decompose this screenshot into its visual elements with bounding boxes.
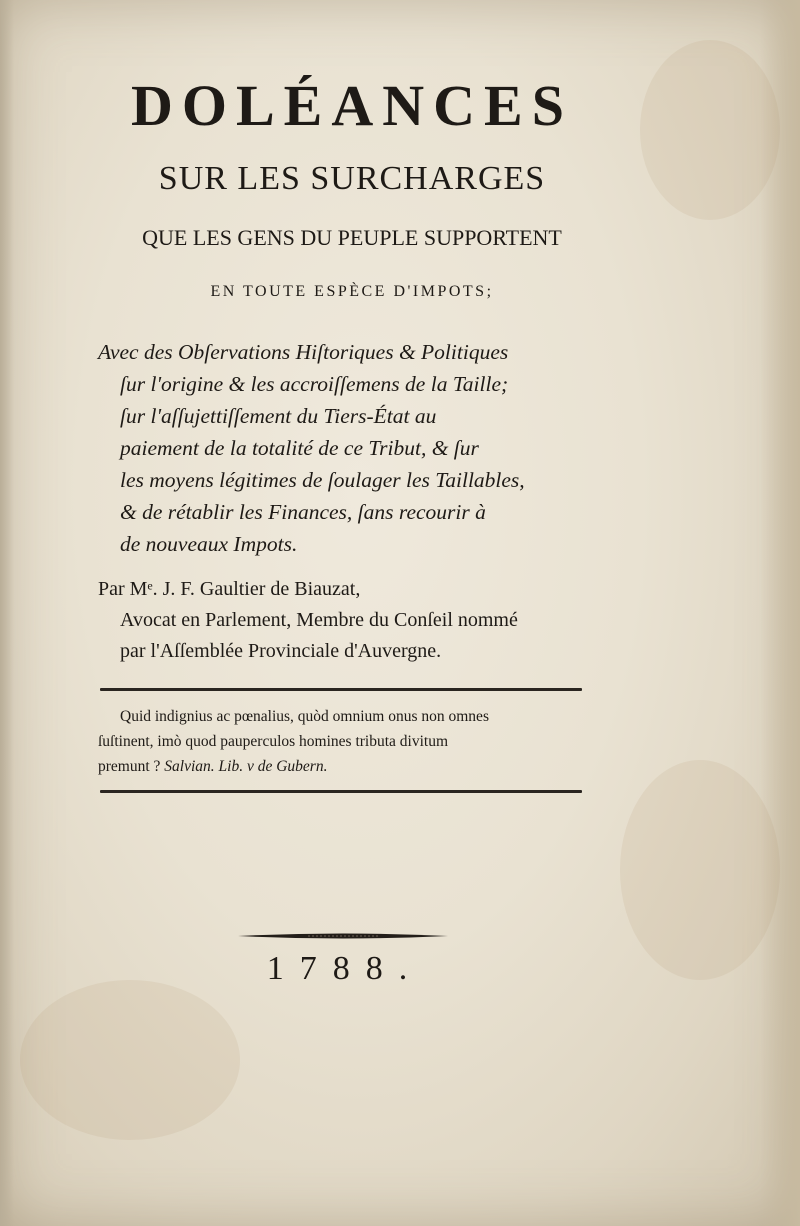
publication-year: 1788. xyxy=(266,950,424,987)
description-line: Avec des Obſervations Hiſtoriques & Politiques xyxy=(98,340,509,364)
epigraph-source: Salvian. Lib. v de Gubern. xyxy=(164,758,328,775)
description-line: & de rétablir les Finances, ſans recourir à xyxy=(120,500,486,524)
description-line: ſur l'aſſujettiſſement du Tiers-État au xyxy=(120,404,437,428)
paper-stain xyxy=(640,40,780,220)
page-edge-left xyxy=(0,0,14,1226)
bottom-rule xyxy=(100,790,582,793)
subtitle-gens-du-peuple: QUE LES GENS DU PEUPLE SUPPORTENT xyxy=(142,225,562,250)
epigraph-last-text: premunt ? xyxy=(98,758,161,775)
paper-stain xyxy=(620,760,780,980)
epigraph-line: ſuſtinent, imò quod pauperculos homines tributa divitum xyxy=(98,733,448,750)
author-block xyxy=(98,574,598,667)
top-rule xyxy=(100,688,582,691)
description-line: de nouveaux Impots. xyxy=(120,532,298,556)
subtitle-impots: EN TOUTE ESPÈCE D'IMPOTS; xyxy=(210,283,494,300)
epigraph xyxy=(98,704,590,779)
subtitle-surcharges: SUR LES SURCHARGES xyxy=(158,160,546,197)
author-line: Par Mᵉ. J. F. Gaultier de Biauzat, xyxy=(98,578,361,600)
author-line: par l'Aſſemblée Provinciale d'Auvergne. xyxy=(120,640,442,662)
ornament-rule xyxy=(238,932,448,940)
paper-stain xyxy=(20,980,240,1140)
description-line: les moyens légitimes de ſoulager les Taillables, xyxy=(120,468,525,492)
description-paragraph xyxy=(98,336,598,560)
author-line: Avocat en Parlement, Membre du Conſeil nommé xyxy=(120,609,518,631)
description-line: ſur l'origine & les accroiſſemens de la Taille; xyxy=(120,372,509,396)
main-title: DOLÉANCES xyxy=(131,73,573,138)
epigraph-line: Quid indignius ac pœnalius, quòd omnium onus non omnes xyxy=(120,708,489,725)
description-line: paiement de la totalité de ce Tribut, & ſur xyxy=(120,436,479,460)
epigraph-last-line xyxy=(98,754,590,779)
